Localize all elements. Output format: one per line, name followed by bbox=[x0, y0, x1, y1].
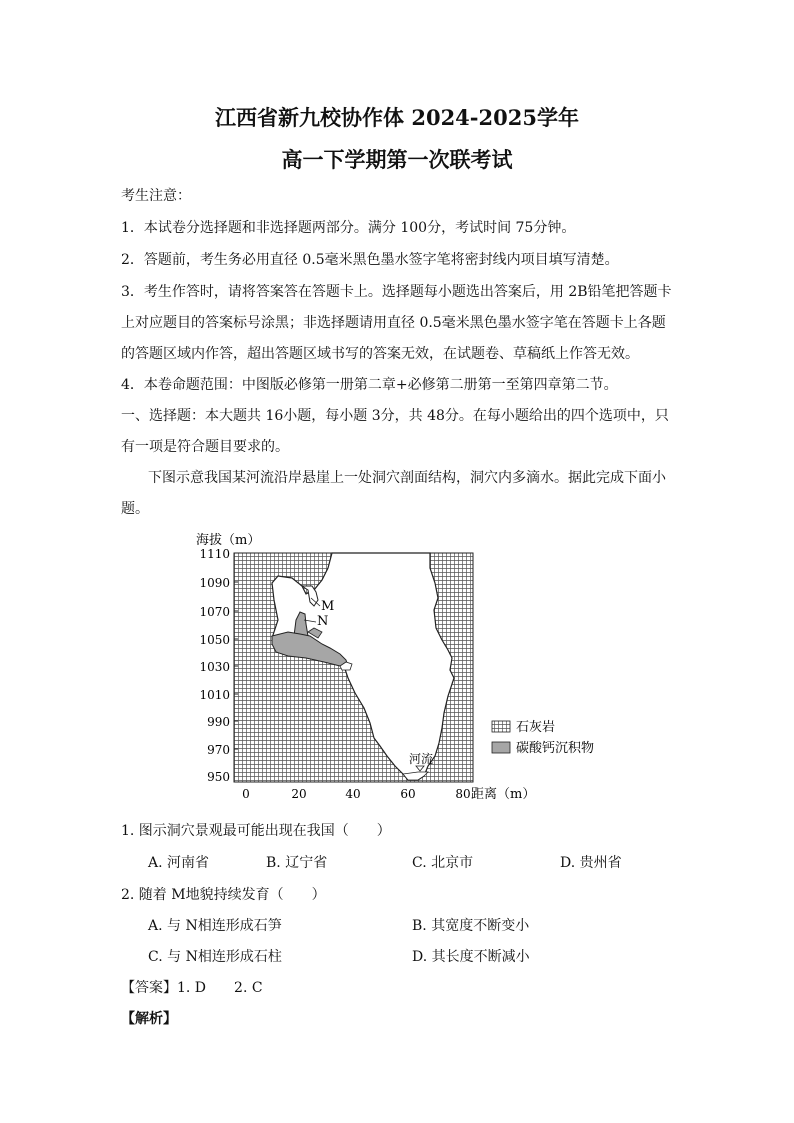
question-1-stem: 1. 图示洞穴景观最可能出现在我国（ ） bbox=[121, 823, 391, 839]
notice-item-3-cont-a: 上对应题目的答案标号涂黑；非选择题请用直径 0.5毫米黑色墨水签字笔在答题卡上各题 bbox=[121, 315, 666, 331]
question-2-option-d: D. 其长度不断减小 bbox=[412, 949, 530, 965]
title-line-1: 江西省新九校协作体 2024-2025学年 bbox=[215, 105, 579, 130]
intro-line-2: 题。 bbox=[121, 501, 149, 517]
notice-item-4: 4．本卷命题范围：中图版必修第一册第二章+必修第二册第一至第四章第二节。 bbox=[121, 377, 618, 393]
question-1-option-b: B. 辽宁省 bbox=[266, 855, 328, 871]
section-heading-line-2: 有一项是符合题目要求的。 bbox=[121, 439, 289, 455]
title-line-2: 高一下学期第一次联考试 bbox=[281, 147, 513, 172]
legend-limestone-label: 石灰岩 bbox=[516, 720, 556, 735]
analysis-heading: 【解析】 bbox=[121, 1011, 177, 1027]
cave-profile-figure bbox=[190, 528, 650, 808]
y-tick-1070: 1070 bbox=[199, 605, 230, 619]
y-tick-1010: 1010 bbox=[199, 688, 230, 702]
x-tick-40: 40 bbox=[345, 787, 361, 801]
question-2-option-a: A. 与 N相连形成石笋 bbox=[148, 918, 282, 934]
answer-line: 【答案】1. D 2. C bbox=[121, 980, 263, 996]
x-tick-0: 0 bbox=[242, 787, 250, 801]
legend-carbonate-label: 碳酸钙沉积物 bbox=[516, 741, 595, 756]
y-tick-1050: 1050 bbox=[199, 633, 230, 647]
question-2-option-c: C. 与 N相连形成石柱 bbox=[148, 949, 282, 965]
x-tick-80: 80 bbox=[455, 787, 471, 801]
question-2-option-b: B. 其宽度不断变小 bbox=[412, 918, 530, 934]
river-label: 河流 bbox=[409, 752, 434, 766]
question-1-option-c: C. 北京市 bbox=[412, 855, 474, 871]
x-tick-20: 20 bbox=[291, 787, 307, 801]
notice-item-3: 3．考生作答时，请将答案答在答题卡上。选择题每小题选出答案后，用 2B铅笔把答题卡 bbox=[121, 284, 672, 300]
y-tick-970: 970 bbox=[207, 743, 230, 757]
y-tick-950: 950 bbox=[207, 770, 230, 784]
question-1-option-d: D. 贵州省 bbox=[560, 855, 622, 871]
legend-limestone-swatch bbox=[492, 721, 510, 732]
y-tick-990: 990 bbox=[207, 715, 230, 729]
y-tick-1090: 1090 bbox=[199, 576, 230, 590]
intro-line-1: 下图示意我国某河流沿岸悬崖上一处洞穴剖面结构，洞穴内多滴水。据此完成下面小 bbox=[148, 470, 666, 486]
y-axis-title: 海拔（m） bbox=[196, 533, 261, 548]
label-m: M bbox=[321, 599, 335, 614]
notice-item-2: 2．答题前，考生务必用直径 0.5毫米黑色墨水签字笔将密封线内项目填写清楚。 bbox=[121, 252, 619, 268]
question-1-option-a: A. 河南省 bbox=[148, 855, 210, 871]
label-n: N bbox=[317, 614, 329, 629]
x-tick-60: 60 bbox=[400, 787, 416, 801]
y-tick-1030: 1030 bbox=[199, 660, 230, 674]
y-tick-1110: 1110 bbox=[199, 547, 230, 561]
section-heading-line-1: 一、选择题：本大题共 16小题，每小题 3分，共 48分。在每小题给出的四个选项中，只 bbox=[121, 408, 669, 424]
notice-heading: 考生注意： bbox=[121, 188, 191, 204]
x-axis-title: 距离（m） bbox=[471, 787, 536, 802]
legend-carbonate-swatch bbox=[492, 742, 510, 753]
notice-item-1: 1．本试卷分选择题和非选择题两部分。满分 100分，考试时间 75分钟。 bbox=[121, 220, 576, 236]
notice-item-3-cont-b: 的答题区域内作答，超出答题区域书写的答案无效，在试题卷、草稿纸上作答无效。 bbox=[121, 346, 639, 362]
question-2-stem: 2. 随着 M地貌持续发育（ ） bbox=[121, 887, 326, 903]
